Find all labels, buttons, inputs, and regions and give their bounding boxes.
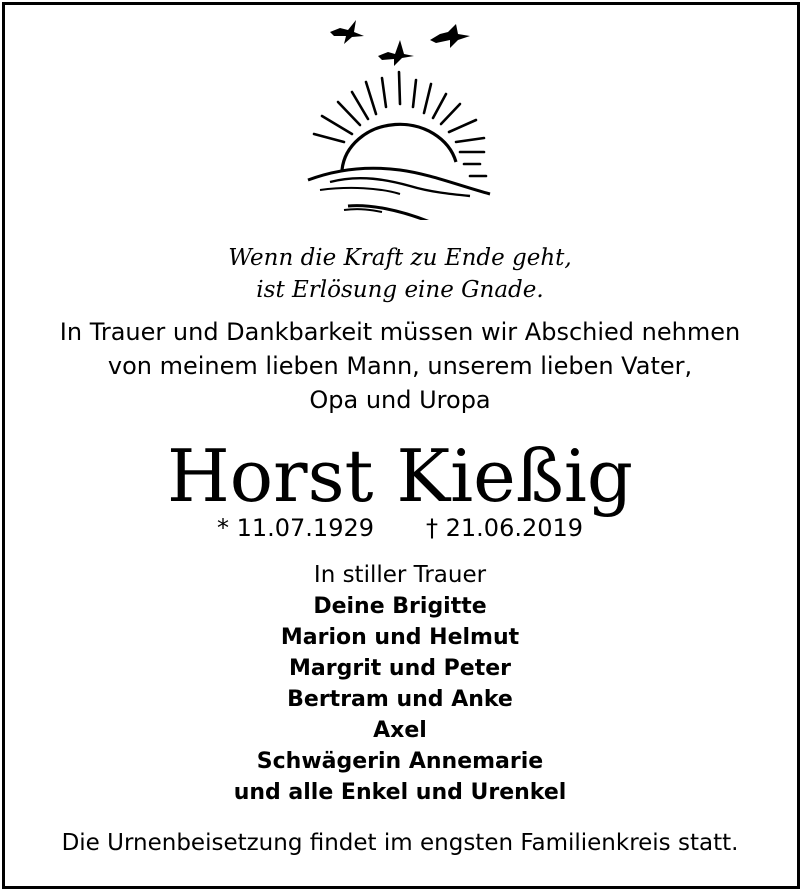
burial-note: Die Urnenbeisetzung findet im engsten Familienkreis statt. [61, 830, 739, 856]
signer: Schwägerin Annemarie [256, 749, 544, 774]
intro-line: von meinem lieben Mann, unserem lieben Vater, [107, 352, 693, 380]
death-date: † 21.06.2019 [426, 514, 584, 542]
signer: Marion und Helmut [280, 625, 520, 650]
life-dates [0, 512, 800, 544]
mourning-line: In stiller Trauer [313, 562, 487, 588]
deceased-name: Horst Kießig [167, 434, 633, 518]
birth-date: * 11.07.1929 [216, 514, 374, 542]
signer: und alle Enkel und Urenkel [233, 780, 567, 805]
signer: Bertram und Anke [287, 687, 513, 712]
signer: Margrit und Peter [289, 656, 511, 681]
intro-line: In Trauer und Dankbarkeit müssen wir Abschied nehmen [59, 318, 741, 346]
signer: Axel [373, 718, 427, 743]
signers-list [0, 591, 800, 808]
quote-line: ist Erlösung eine Gnade. [256, 277, 544, 303]
intro-line: Opa und Uropa [309, 386, 491, 414]
signer: Deine Brigitte [313, 594, 487, 619]
quote-line: Wenn die Kraft zu Ende geht, [228, 245, 572, 271]
intro-text [0, 315, 800, 417]
sunset-hills-icon [300, 10, 500, 220]
quote [0, 242, 800, 306]
birds-icon [330, 20, 470, 66]
